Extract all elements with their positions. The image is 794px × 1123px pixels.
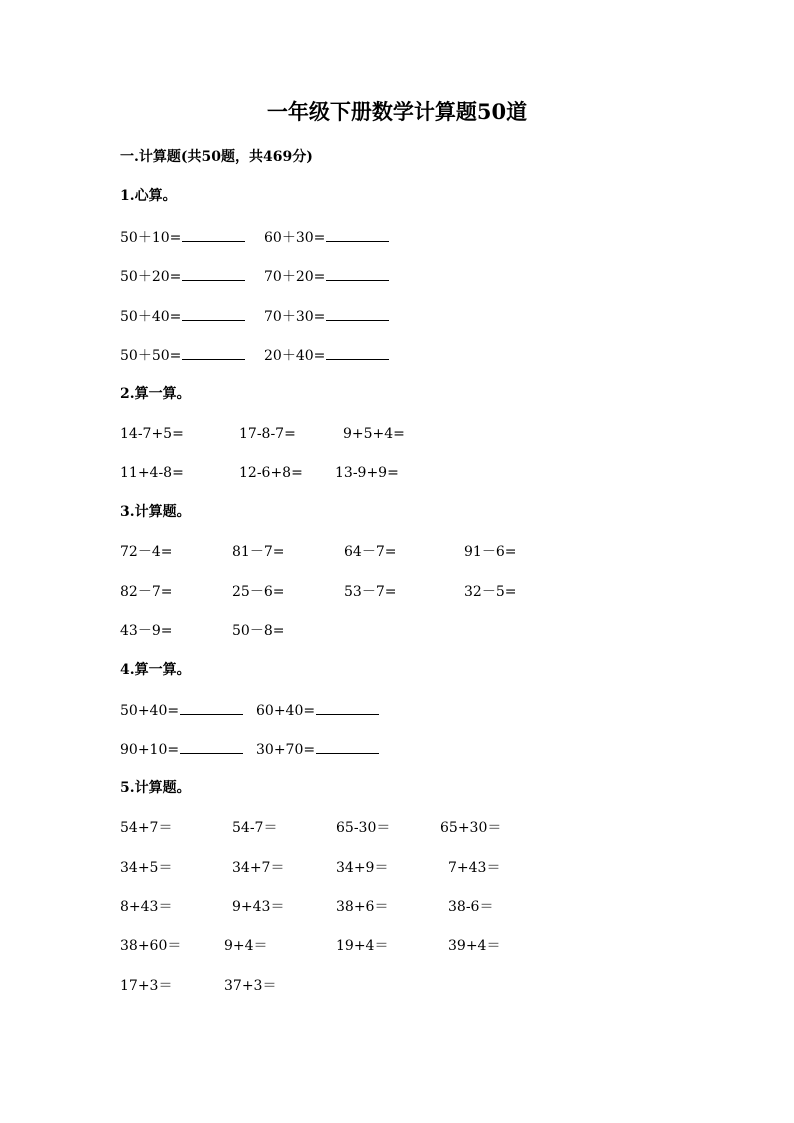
q4-row-2b (256, 739, 379, 760)
q1-heading: 1.心算。 (120, 188, 177, 204)
q1-expression: 50＋50= (120, 348, 182, 364)
q1-expression: 70＋30= (264, 309, 326, 325)
answer-blank[interactable] (316, 739, 379, 754)
q5-expression: 34+5＝ (120, 860, 173, 876)
q5-expression: 37+3＝ (224, 978, 277, 994)
q1-row-1 (120, 227, 245, 248)
q4-expression: 30+70= (256, 742, 316, 758)
q5-expression: 8+43＝ (120, 899, 173, 915)
q1-expression: 50＋40= (120, 309, 182, 325)
q4-expression: 60+40= (256, 703, 316, 719)
q5-expression: 65+30＝ (440, 820, 502, 836)
q4-row-2 (120, 739, 243, 760)
q3-expression: 91－6= (464, 544, 517, 560)
answer-blank[interactable] (326, 266, 389, 281)
q2-heading: 2.算一算。 (120, 386, 191, 402)
q2-expression: 9+5+4= (343, 426, 405, 442)
q3-expression: 72－4= (120, 544, 173, 560)
answer-blank[interactable] (326, 345, 389, 360)
answer-blank[interactable] (182, 266, 245, 281)
q1-row-3b (264, 306, 389, 327)
q1-expression: 50＋20= (120, 269, 182, 285)
answer-blank[interactable] (326, 306, 389, 321)
answer-blank[interactable] (326, 227, 389, 242)
answer-blank[interactable] (182, 345, 245, 360)
q1-row-3 (120, 306, 245, 327)
q5-expression: 34+9＝ (336, 860, 389, 876)
q5-expression: 38+6＝ (336, 899, 389, 915)
q3-expression: 25－6= (232, 584, 285, 600)
q2-expression: 17-8-7= (239, 426, 296, 442)
q5-expression: 34+7＝ (232, 860, 285, 876)
q1-expression: 60＋30= (264, 230, 326, 246)
q3-heading: 3.计算题。 (120, 504, 191, 520)
q5-expression: 54-7＝ (232, 820, 278, 836)
q5-expression: 7+43＝ (448, 860, 501, 876)
q1-expression: 20＋40= (264, 348, 326, 364)
q3-expression: 50－8= (232, 623, 285, 639)
q5-expression: 9+4＝ (224, 938, 268, 954)
q5-heading: 5.计算题。 (120, 780, 191, 796)
q1-row-4 (120, 345, 245, 366)
q5-expression: 9+43＝ (232, 899, 285, 915)
q4-row-1 (120, 700, 243, 721)
answer-blank[interactable] (316, 700, 379, 715)
q2-expression: 14-7+5= (120, 426, 184, 442)
q1-row-4b (264, 345, 389, 366)
q5-expression: 54+7＝ (120, 820, 173, 836)
q4-expression: 90+10= (120, 742, 180, 758)
q1-expression: 50＋10= (120, 230, 182, 246)
answer-blank[interactable] (182, 306, 245, 321)
answer-blank[interactable] (180, 700, 243, 715)
q4-row-1b (256, 700, 379, 721)
q2-expression: 12-6+8= (239, 465, 303, 481)
q5-expression: 17+3＝ (120, 978, 173, 994)
q1-row-2 (120, 266, 245, 287)
page-title: 一年级下册数学计算题50道 (266, 99, 528, 124)
q3-expression: 32－5= (464, 584, 517, 600)
q3-expression: 64－7= (344, 544, 397, 560)
q1-row-2b (264, 266, 389, 287)
q3-expression: 53－7= (344, 584, 397, 600)
q2-expression: 11+4-8= (120, 465, 184, 481)
q3-expression: 43－9= (120, 623, 173, 639)
answer-blank[interactable] (182, 227, 245, 242)
q5-expression: 38-6＝ (448, 899, 494, 915)
q5-expression: 38+60＝ (120, 938, 182, 954)
q3-expression: 81－7= (232, 544, 285, 560)
q1-row-1b (264, 227, 389, 248)
q5-expression: 39+4＝ (448, 938, 501, 954)
q4-expression: 50+40= (120, 703, 180, 719)
answer-blank[interactable] (180, 739, 243, 754)
q3-expression: 82－7= (120, 584, 173, 600)
section-header: 一.计算题(共50题，共469分) (120, 149, 313, 165)
q4-heading: 4.算一算。 (120, 662, 191, 678)
q5-expression: 65-30＝ (336, 820, 391, 836)
q2-expression: 13-9+9= (335, 465, 399, 481)
q5-expression: 19+4＝ (336, 938, 389, 954)
q1-expression: 70＋20= (264, 269, 326, 285)
